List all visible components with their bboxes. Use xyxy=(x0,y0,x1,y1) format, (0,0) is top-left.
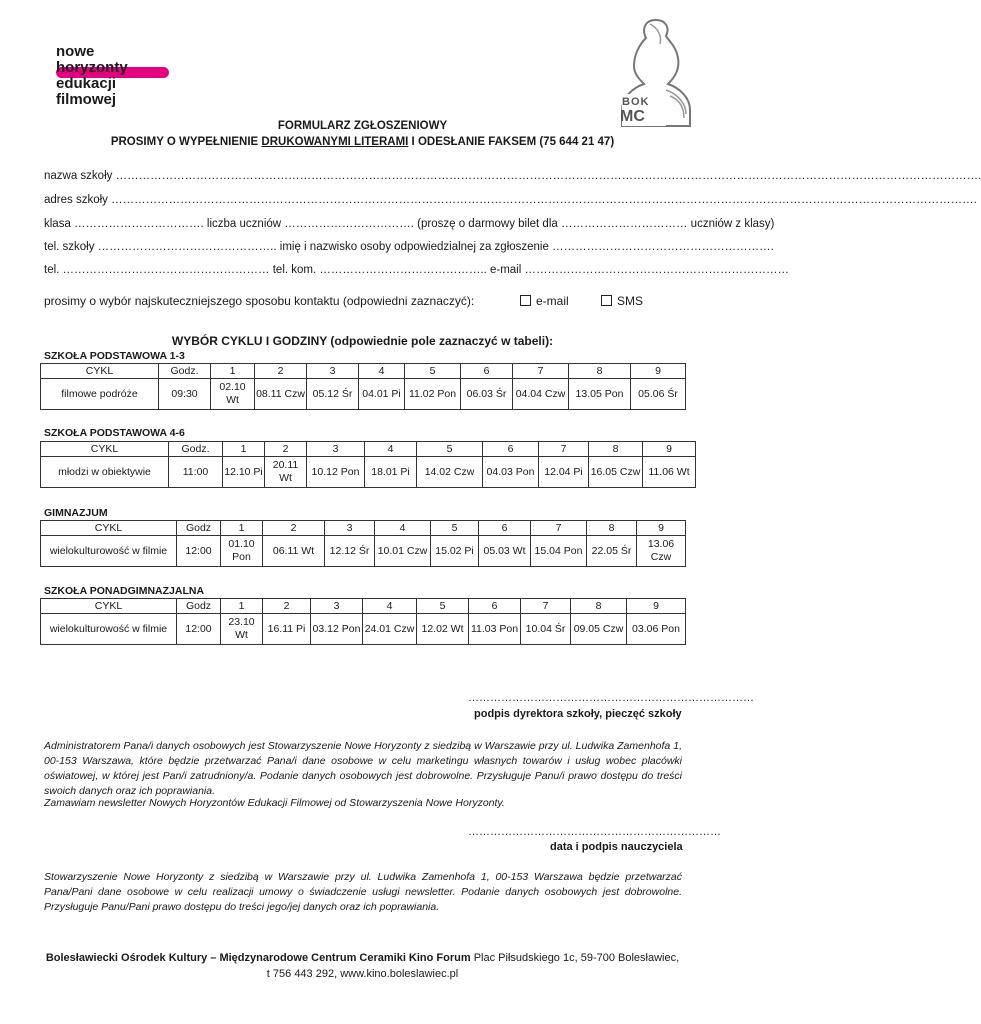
header-cell: 8 xyxy=(587,521,637,536)
date-cell[interactable]: 11.02 Pon xyxy=(405,379,461,410)
date-cell[interactable]: 15.02 Pi xyxy=(431,536,479,567)
header-cell: 8 xyxy=(589,442,643,457)
table-header-row xyxy=(41,521,686,536)
date-cell[interactable]: 10.12 Pon xyxy=(307,457,365,488)
header-cell: 6 xyxy=(479,521,531,536)
checkbox-icon[interactable] xyxy=(601,295,612,306)
header-cell: Godz xyxy=(177,599,221,614)
header-cell: 5 xyxy=(431,521,479,536)
date-cell[interactable]: 11.06 Wt xyxy=(643,457,696,488)
date-cell[interactable]: 13.06 Czw xyxy=(637,536,686,567)
contact-choice-label: prosimy o wybór najskuteczniejszego sposobu kontaktu (odpowiedni zaznaczyć): xyxy=(44,294,475,308)
cycle-cell: wielokulturowość w filmie xyxy=(41,536,177,567)
header-cell: 3 xyxy=(307,442,365,457)
cycle-cell: młodzi w obiektywie xyxy=(41,457,169,488)
section-title: GIMNAZJUM xyxy=(44,507,108,519)
date-cell[interactable]: 01.10 Pon xyxy=(221,536,263,567)
header-cell: 5 xyxy=(405,364,461,379)
date-cell[interactable]: 23.10 Wt xyxy=(221,614,263,645)
email-option-label: e-mail xyxy=(536,294,569,308)
time-cell[interactable]: 11:00 xyxy=(169,457,223,488)
date-cell[interactable]: 04.04 Czw xyxy=(513,379,569,410)
subtitle-part: I ODESŁANIE FAKSEM (75 644 21 47) xyxy=(408,136,615,148)
sms-checkbox[interactable] xyxy=(601,294,643,308)
date-cell[interactable]: 02.10 Wt xyxy=(211,379,255,410)
table-row xyxy=(41,457,696,488)
date-cell[interactable]: 14.02 Czw xyxy=(417,457,483,488)
header-cell: 2 xyxy=(263,521,325,536)
header-cell: 2 xyxy=(255,364,307,379)
date-cell[interactable]: 05.06 Śr xyxy=(631,379,686,410)
phone-contact-person-field[interactable]: tel. szkoły ……………………………………….. imię i nazwisko osoby odpowiedzialnej za zgłoszenie …………………………………………………. xyxy=(44,241,774,253)
logo-line: edukacji xyxy=(56,75,117,92)
logo-line: horyzonty xyxy=(56,59,128,76)
header-cell: 6 xyxy=(461,364,513,379)
header-cell: 1 xyxy=(223,442,265,457)
newsletter-consent: Zamawiam newsletter Nowych Horyzontów Edukacji Filmowej od Stowarzyszenia Nowe Horyzonty. xyxy=(44,797,505,809)
schedule-table xyxy=(40,598,686,645)
header-cell: 3 xyxy=(325,521,375,536)
subtitle-part: PROSIMY O WYPEŁNIENIE xyxy=(110,136,262,148)
table-header-row xyxy=(41,364,686,379)
footer-line-1 xyxy=(0,950,725,966)
date-cell[interactable]: 10.01 Czw xyxy=(375,536,431,567)
header-cell: CYKL xyxy=(41,521,177,536)
date-cell[interactable]: 13.05 Pon xyxy=(569,379,631,410)
footer-contact[interactable]: t 756 443 292, www.kino.boleslawiec.pl xyxy=(266,968,459,980)
time-cell[interactable]: 12:00 xyxy=(177,536,221,567)
header-cell: 2 xyxy=(265,442,307,457)
date-cell[interactable]: 15.04 Pon xyxy=(531,536,587,567)
table-header-row xyxy=(41,599,686,614)
signature-line[interactable]: …………………………………………………………………… xyxy=(468,692,754,704)
subtitle-underlined: DRUKOWANYMI LITERAMI xyxy=(261,136,409,148)
header-cell: 8 xyxy=(569,364,631,379)
logo-line: filmowej xyxy=(56,91,117,108)
date-cell[interactable]: 12.12 Śr xyxy=(325,536,375,567)
date-cell[interactable]: 03.12 Pon xyxy=(311,614,363,645)
section-title: SZKOŁA PONADGIMNAZJALNA xyxy=(44,585,205,597)
nowe-horyzonty-logo xyxy=(56,44,128,108)
schedule-table xyxy=(40,441,696,488)
header-cell: 7 xyxy=(531,521,587,536)
header-cell: 3 xyxy=(307,364,359,379)
sms-option-label: SMS xyxy=(617,294,644,308)
header-cell: 4 xyxy=(363,599,417,614)
cycle-cell: wielokulturowość w filmie xyxy=(41,614,177,645)
cycle-cell: filmowe podróże xyxy=(41,379,159,410)
email-checkbox[interactable] xyxy=(520,294,569,308)
header-cell: Godz. xyxy=(159,364,211,379)
header-cell: 7 xyxy=(539,442,589,457)
form-title: FORMULARZ ZGŁOSZENIOWY xyxy=(277,120,448,132)
date-cell[interactable]: 12.04 Pi xyxy=(539,457,589,488)
header-cell: 5 xyxy=(417,599,469,614)
contact-details-field[interactable]: tel. ……………………………………………… tel. kom. …………………………………….. e-mail …………………………………………………………… xyxy=(44,264,789,276)
footer-address: Plac Piłsudskiego 1c, 59-700 Bolesławiec, xyxy=(470,952,680,964)
privacy-notice: Administratorem Pana/i danych osobowych jest Stowarzyszenie Nowe Horyzonty z siedzibą w Warszawie przy ul. Ludwika Zamenhofa 1, 00-153 Warszawa, które będzie przetwarzać Pana/i dane osobowe w celu marketingu własnych towarów i usług wobec placówki oświatowej, w której jest Pan/i zatrudniony/a. Podanie danych osobowych jest dobrowolne. Przysługuje Panu/i prawo dostępu do treści swoich danych oraz ich poprawiania. xyxy=(44,740,682,797)
date-cell[interactable]: 22.05 Śr xyxy=(587,536,637,567)
header-cell: 9 xyxy=(643,442,696,457)
class-info-field[interactable]: klasa ……………………………. liczba uczniów ……………………………. (proszę o darmowy bilet dla …………………………… uczniów z klasy) xyxy=(44,218,775,230)
header-cell: Godz. xyxy=(169,442,223,457)
header-cell: CYKL xyxy=(41,599,177,614)
section-title: SZKOŁA PODSTAWOWA 4-6 xyxy=(44,427,185,439)
selection-heading: WYBÓR CYKLU I GODZINY (odpowiednie pole zaznaczyć w tabeli): xyxy=(171,334,554,348)
date-cell[interactable]: 06.03 Śr xyxy=(461,379,513,410)
schedule-table xyxy=(40,363,686,410)
table-row xyxy=(41,379,686,410)
header-cell: 4 xyxy=(375,521,431,536)
table-header-row xyxy=(41,442,696,457)
header-cell: 6 xyxy=(483,442,539,457)
newsletter-privacy-notice: Stowarzyszenie Nowe Horyzonty z siedzibą w Warszawie przy ul. Ludwika Zamenhofa 1, 00-153 Warszawa będzie przetwarzać Pana/Pani dane osobowe w celu realizacji umowy o świadczenie usługi newsletter. Podanie danych osobowych jest dobrowolne. Przysługuje Panu/Pani prawo dostępu do treści jego/jej danych oraz ich poprawiania. xyxy=(44,871,682,913)
date-cell[interactable]: 09.05 Czw xyxy=(571,614,627,645)
checkbox-icon[interactable] xyxy=(520,295,531,306)
date-cell[interactable]: 08.11 Czw xyxy=(255,379,307,410)
header-cell: 3 xyxy=(311,599,363,614)
header-cell: 7 xyxy=(521,599,571,614)
date-cell[interactable]: 12.10 Pi xyxy=(223,457,265,488)
date-cell[interactable]: 16.05 Czw xyxy=(589,457,643,488)
header-cell: 6 xyxy=(469,599,521,614)
date-cell[interactable]: 04.01 Pi xyxy=(359,379,405,410)
date-cell[interactable]: 18.01 Pi xyxy=(365,457,417,488)
header-cell: 1 xyxy=(221,599,263,614)
time-cell[interactable]: 09:30 xyxy=(159,379,211,410)
header-cell: 9 xyxy=(631,364,686,379)
header-cell: 1 xyxy=(211,364,255,379)
table-row xyxy=(41,536,686,567)
schedule-table xyxy=(40,520,686,567)
header-cell: 2 xyxy=(263,599,311,614)
date-cell[interactable]: 10.04 Śr xyxy=(521,614,571,645)
date-cell[interactable]: 05.03 Wt xyxy=(479,536,531,567)
date-cell[interactable]: 11.03 Pon xyxy=(469,614,521,645)
teacher-signature-label: data i podpis nauczyciela xyxy=(550,841,683,853)
date-cell[interactable]: 20.11 Wt xyxy=(265,457,307,488)
vase-icon xyxy=(596,14,700,132)
header-cell: 8 xyxy=(571,599,627,614)
date-cell[interactable]: 03.06 Pon xyxy=(627,614,686,645)
school-address-field[interactable]: adres szkoły ………………………………………………………………………………………………………………………………………………………………………………………………………. xyxy=(44,194,977,206)
mc-mark: MC xyxy=(620,108,645,125)
teacher-signature-line[interactable]: …………………………………………………………… xyxy=(468,826,721,838)
header-cell: 1 xyxy=(221,521,263,536)
header-cell: 9 xyxy=(637,521,686,536)
header-cell: Godz xyxy=(177,521,221,536)
date-cell[interactable]: 05.12 Śr xyxy=(307,379,359,410)
bok-text: BOK xyxy=(622,96,650,108)
form-subtitle xyxy=(0,136,725,148)
signature-label: podpis dyrektora szkoły, pieczęć szkoły xyxy=(474,708,682,720)
bok-mc-logo xyxy=(596,14,700,132)
header-cell: CYKL xyxy=(41,442,169,457)
footer-org: Bolesławiecki Ośrodek Kultury – Międzynarodowe Centrum Ceramiki Kino Forum xyxy=(45,952,471,964)
date-cell[interactable]: 04.03 Pon xyxy=(483,457,539,488)
school-name-field[interactable]: nazwa szkoły ………………………………………………………………………………………………………………………………………………………………………………………………………. xyxy=(44,170,981,182)
table-row xyxy=(41,614,686,645)
logo-line: nowe xyxy=(56,43,95,60)
header-cell: 4 xyxy=(365,442,417,457)
date-cell[interactable]: 12.02 Wt xyxy=(417,614,469,645)
header-cell: 9 xyxy=(627,599,686,614)
header-cell: 7 xyxy=(513,364,569,379)
header-cell: 5 xyxy=(417,442,483,457)
header-cell: CYKL xyxy=(41,364,159,379)
date-cell[interactable]: 16.11 Pi xyxy=(263,614,311,645)
header-cell: 4 xyxy=(359,364,405,379)
date-cell[interactable]: 06.11 Wt xyxy=(263,536,325,567)
time-cell[interactable]: 12:00 xyxy=(177,614,221,645)
section-title: SZKOŁA PODSTAWOWA 1-3 xyxy=(44,350,185,362)
footer xyxy=(0,950,725,982)
date-cell[interactable]: 24.01 Czw xyxy=(363,614,417,645)
